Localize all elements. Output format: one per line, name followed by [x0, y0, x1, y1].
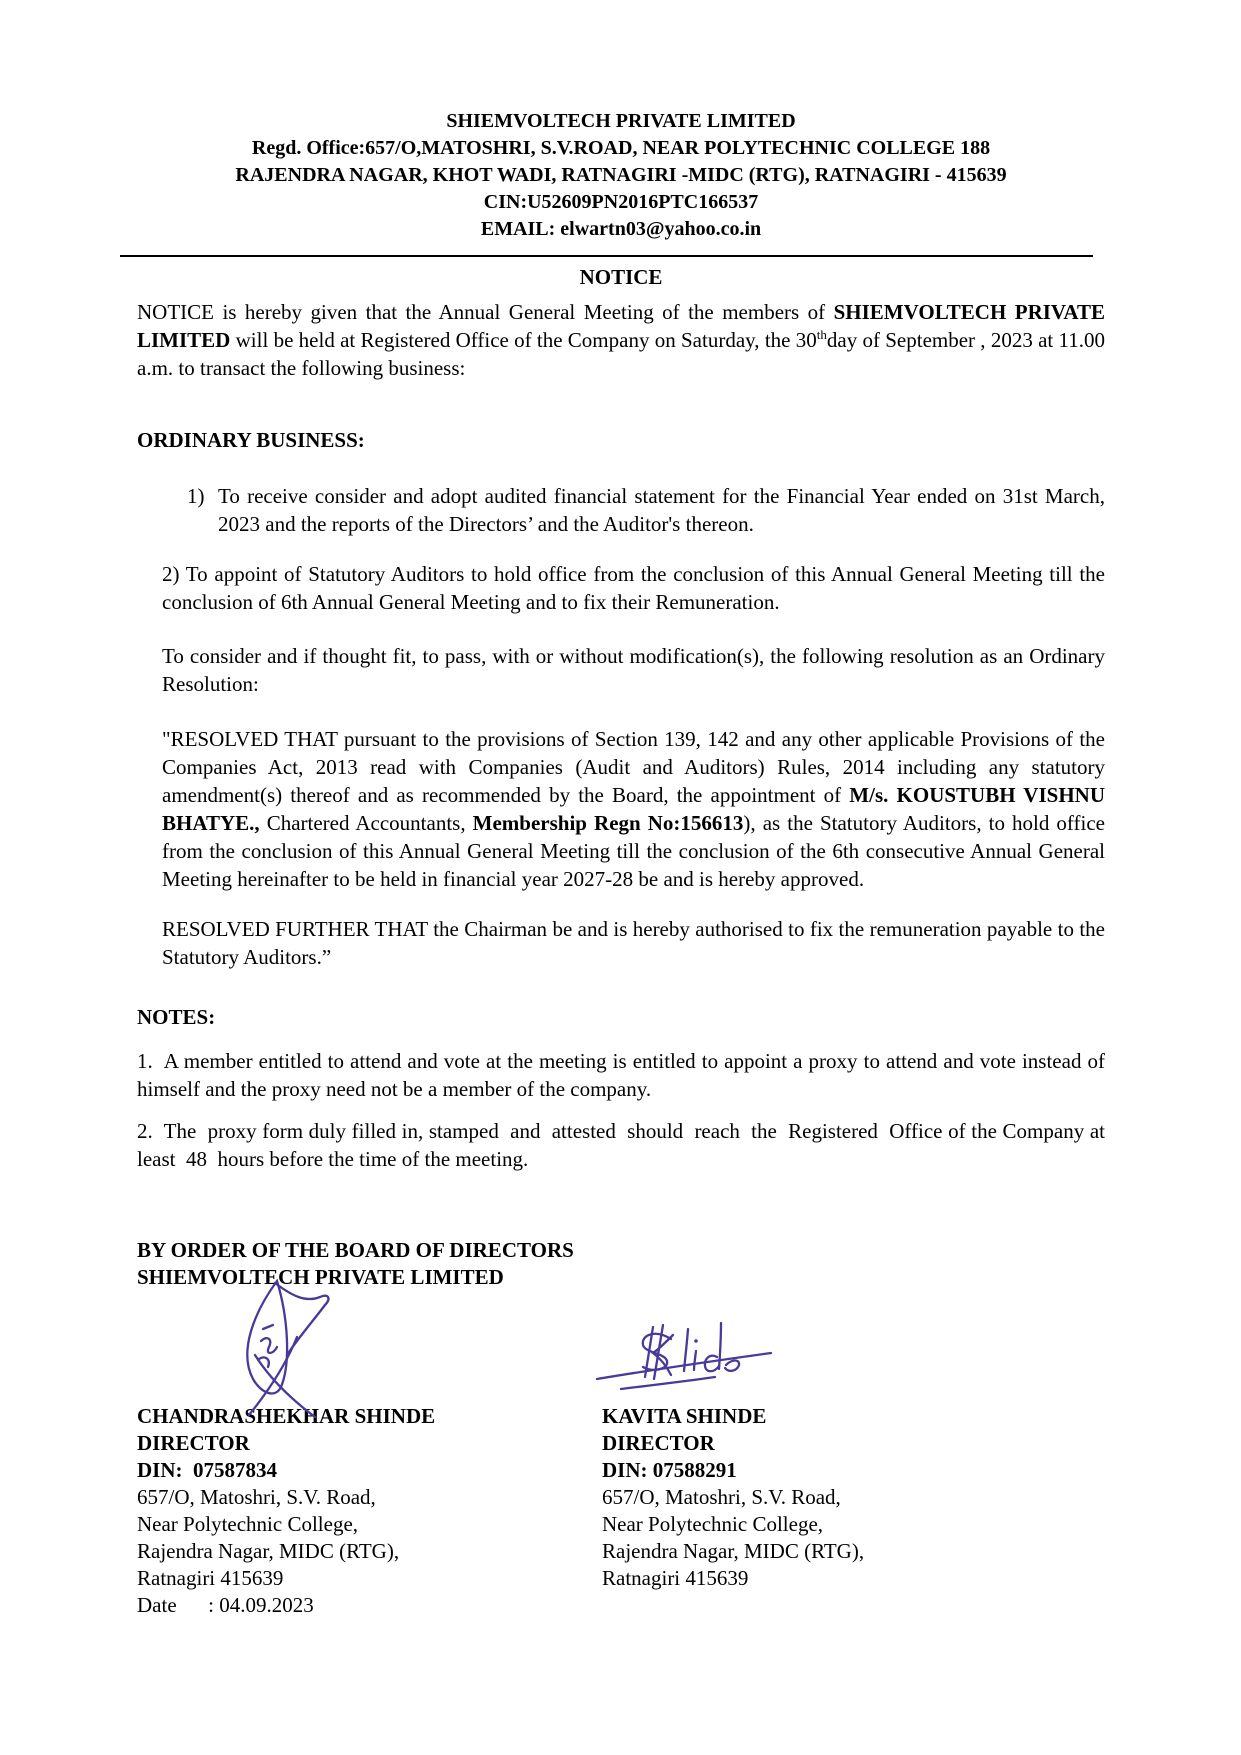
header-divider [120, 255, 1093, 257]
signatory-address-line: 657/O, Matoshri, S.V. Road, [137, 1485, 376, 1509]
note-2: 2. The proxy form duly filled in, stamped and attested should reach the Registered Office of the Company at least 48 hours before the time of the meeting. [137, 1119, 1116, 1171]
signatory-address-line: Near Polytechnic College, [602, 1512, 824, 1536]
signatory-name: CHANDRASHEKHAR SHINDE [137, 1404, 436, 1428]
signatory-title: DIRECTOR [602, 1431, 715, 1455]
signatory-din: DIN: 07587834 [137, 1458, 277, 1482]
resolved-further-paragraph: RESOLVED FURTHER THAT the Chairman be and is hereby authorised to fix the remuneration payable to the Statutory Auditors.” [162, 917, 1105, 969]
consider-paragraph: To consider and if thought fit, to pass, with or without modification(s), the following resolution as an Ordinary Resolution: [162, 644, 1105, 696]
signatory-address-line: 657/O, Matoshri, S.V. Road, [602, 1485, 841, 1509]
signatory-din: DIN: 07588291 [602, 1458, 737, 1482]
signature-row [137, 1291, 1105, 1403]
agenda-item-2-text: 2) To appoint of Statutory Auditors to hold office from the conclusion of this Annual General Meeting till the conclusion of 6th Annual General Meeting and to fix their Remuneration. [162, 562, 1105, 614]
signatory-address-line: Ratnagiri 415639 [137, 1566, 284, 1590]
date-line: Date : 04.09.2023 [137, 1593, 314, 1617]
signatory-title: DIRECTOR [137, 1431, 250, 1455]
signatory-columns [137, 1403, 1105, 1619]
signature-ink-strokes [247, 1281, 328, 1417]
signature-ink-strokes [597, 1323, 771, 1389]
by-order-line: BY ORDER OF THE BOARD OF DIRECTORS [137, 1238, 574, 1262]
signature-chandrashekhar-shinde [225, 1277, 350, 1419]
signatory-address-line: Near Polytechnic College, [137, 1512, 359, 1536]
letterhead [137, 108, 1105, 243]
agenda-item-1-number: 1) [187, 484, 205, 508]
email-line: EMAIL: elwartn03@yahoo.co.in [480, 218, 762, 240]
note-1: 1. A member entitled to attend and vote at the meeting is entitled to appoint a proxy to attend and vote instead of himself and the proxy need not be a member of the company. [137, 1049, 1111, 1101]
signatory-address-line: Rajendra Nagar, MIDC (RTG), [602, 1539, 865, 1563]
notice-heading: NOTICE [579, 265, 663, 289]
ordinary-business-heading: ORDINARY BUSINESS: [137, 428, 365, 452]
registered-office-line2: RAJENDRA NAGAR, KHOT WADI, RATNAGIRI -MIDC (RTG), RATNAGIRI - 415639 [235, 164, 1007, 186]
signatory-address-line: Ratnagiri 415639 [602, 1566, 749, 1590]
cin-number: CIN:U52609PN2016PTC166537 [483, 191, 759, 213]
signature-kavita-shinde [593, 1313, 778, 1398]
signatory-name: KAVITA SHINDE [602, 1404, 767, 1428]
registered-office-line1: Regd. Office:657/O,MATOSHRI, S.V.ROAD, NEAR POLYTECHNIC COLLEGE 188 [251, 137, 991, 159]
notes-heading: NOTES: [137, 1005, 216, 1029]
signatory-left [137, 1403, 602, 1619]
closing-company-line: SHIEMVOLTECH PRIVATE LIMITED [137, 1265, 504, 1289]
company-name: SHIEMVOLTECH PRIVATE LIMITED [446, 110, 796, 132]
intro-paragraph: NOTICE is hereby given that the Annual General Meeting of the members of SHIEMVOLTECH PRIVATE LIMITED will be held at Registered Office of the Company on Saturday, the 30thday of September , 2023 at 11.00 a.m. to transact the following business: [137, 300, 1105, 380]
resolution-paragraph: "RESOLVED THAT pursuant to the provisions of Section 139, 142 and any other applicable Provisions of the Companies Act, 2013 read with Companies (Audit and Auditors) Rules, 2014 including any statutory amendment(s) thereof and as recommended by the Board, the appointment of M/s. KOUSTUBH VISHNU BHATYE., Chartered Accountants, Membership Regn No:156613), as the Statutory Auditors, to hold office from the conclusion of this Annual General Meeting till the conclusion of the 6th consecutive Annual General Meeting hereinafter to be held in financial year 2027-28 be and is hereby approved. [162, 727, 1105, 891]
agenda-item-1-text: To receive consider and adopt audited financial statement for the Financial Year ended on 31st March, 2023 and the reports of the Directors’ and the Auditor's thereon. [218, 484, 1105, 536]
agenda-item-1 [187, 482, 1105, 538]
signatory-right [602, 1403, 1067, 1619]
signatory-address-line: Rajendra Nagar, MIDC (RTG), [137, 1539, 400, 1563]
